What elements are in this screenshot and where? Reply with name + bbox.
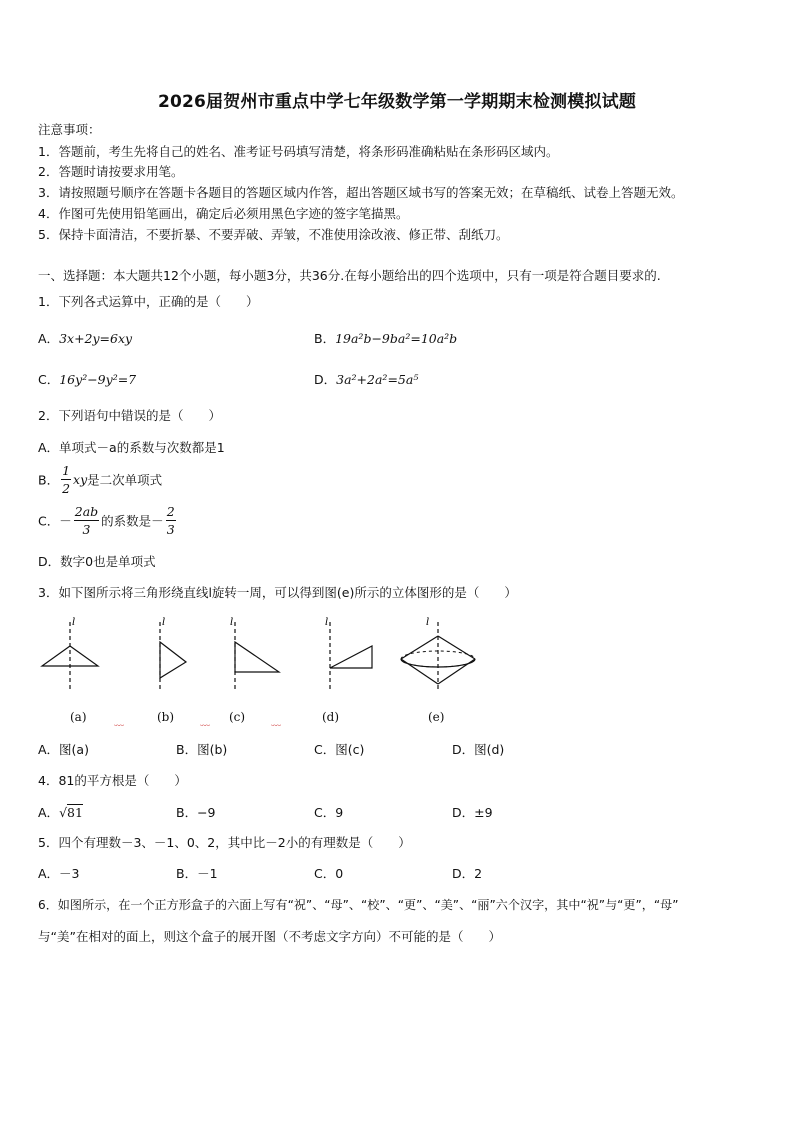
q2-option-a: A．单项式－a的系数与次数都是1	[38, 440, 225, 455]
question-5-stem: 5．四个有理数－3、－1、0、2，其中比－2小的有理数是（ ）	[38, 835, 411, 850]
fraction-denominator: 3	[82, 522, 91, 537]
option-label: B．	[314, 331, 336, 346]
option-formula: 3a²+2a²=5a⁵	[336, 372, 419, 387]
q1-option-a	[38, 329, 132, 347]
sqrt-symbol: √	[59, 805, 68, 820]
fraction	[166, 503, 176, 538]
fraction-denominator: 2	[62, 481, 71, 496]
q3-option-a: A．图(a)	[38, 742, 89, 757]
option-formula: 16y²−9y²=7	[59, 372, 137, 387]
option-text: 的系数是－	[101, 513, 164, 529]
q1-option-b	[314, 329, 457, 347]
question-2-stem: 2．下列语句中错误的是（ ）	[38, 408, 221, 423]
q4-option-b: B．−9	[176, 805, 216, 820]
q3-option-d: D．图(d)	[452, 742, 505, 757]
question-4-stem: 4．81的平方根是（ ）	[38, 773, 187, 788]
fraction	[74, 503, 99, 538]
option-formula: 3x+2y=6xy	[59, 331, 133, 346]
option-label: B．	[38, 472, 60, 488]
option-label: C．	[38, 372, 60, 387]
q1-option-d	[314, 370, 418, 388]
axis-label: l	[325, 617, 329, 628]
option-formula: 19a²b−9ba²=10a²b	[335, 331, 458, 346]
note-item: 1．答题前，考生先将自己的姓名、准考证号码填写清楚，将条形码准确粘贴在条形码区域内。	[38, 144, 559, 159]
axis-label: l	[426, 617, 430, 628]
notes-heading: 注意事项：	[38, 122, 101, 137]
fraction-numerator: 2	[166, 504, 175, 519]
q3-option-b: B．图(b)	[176, 742, 228, 757]
option-label: A．	[38, 805, 60, 820]
fraction-numerator: 2ab	[74, 504, 99, 519]
note-item: 4．作图可先使用铅笔画出，确定后必须用黑色字迹的签字笔描黑。	[38, 206, 409, 221]
q5-option-d: D．2	[452, 866, 483, 881]
fraction-numerator: 1	[62, 463, 71, 478]
q5-option-c: C．0	[314, 866, 344, 881]
fraction-denominator: 3	[166, 522, 175, 537]
figure-label-c: (c)	[229, 710, 246, 724]
q2-option-b	[38, 462, 162, 497]
option-text: 是二次单项式	[87, 472, 163, 488]
figure-label-a: (a)	[70, 710, 87, 724]
axis-label: l	[230, 617, 234, 628]
figure-a	[40, 616, 100, 692]
figure-label-d: (d)	[322, 710, 340, 724]
q5-option-a: A．－3	[38, 866, 80, 881]
question-6-stem-line1: 6．如图所示，在一个正方形盒子的六面上写有“祝”、“母”、“校”、“更”、“美”、“丽”六个汉字，其中“祝”与“更”，“母”	[38, 898, 679, 912]
minus-sign: －	[59, 513, 72, 529]
page-title: 2026届贺州市重点中学七年级数学第一学期期末检测模拟试题	[157, 92, 637, 112]
question-1-stem: 1．下列各式运算中，正确的是（ ）	[38, 294, 259, 309]
axis-label: l	[72, 617, 76, 628]
figure-c	[225, 616, 285, 692]
radicand: 81	[67, 805, 83, 820]
wavy-mark: ﹏	[114, 717, 124, 728]
figure-label-b: (b)	[157, 710, 175, 724]
figure-label-e: (e)	[428, 710, 445, 724]
q4-option-c: C．9	[314, 805, 344, 820]
question-6-stem-line2: 与“美”在相对的面上，则这个盒子的展开图（不考虑文字方向）不可能的是（ ）	[38, 929, 501, 944]
q2-option-c	[38, 503, 178, 538]
wavy-mark: ﹏	[200, 717, 210, 728]
wavy-mark: ﹏	[271, 717, 281, 728]
option-label: D．	[314, 372, 337, 387]
q4-option-a	[38, 803, 83, 821]
option-label: C．	[38, 513, 60, 529]
axis-label: l	[162, 617, 166, 628]
fraction	[61, 462, 71, 497]
q4-option-d: D．±9	[452, 805, 493, 820]
figure-b	[150, 616, 195, 692]
q5-option-b: B．－1	[176, 866, 218, 881]
note-item: 5．保持卡面清洁，不要折暴、不要弄破、弄皱，不准使用涂改液、修正带、刮纸刀。	[38, 227, 509, 242]
option-label: A．	[38, 331, 60, 346]
variable: xy	[73, 472, 88, 487]
note-item: 2．答题时请按要求用笔。	[38, 164, 184, 179]
q3-option-c: C．图(c)	[314, 742, 365, 757]
q2-option-d: D．数字0也是单项式	[38, 554, 156, 569]
section-heading: 一、选择题：本大题共12个小题，每小题3分，共36分.在每小题给出的四个选项中，只有一项是符合题目要求的.	[38, 268, 661, 283]
figure-d	[320, 616, 380, 692]
question-3-stem: 3．如下图所示将三角形绕直线l旋转一周，可以得到图(e)所示的立体图形的是（ ）	[38, 585, 517, 600]
q1-option-c	[38, 370, 136, 388]
figure-e	[398, 616, 480, 692]
note-item: 3．请按照题号顺序在答题卡各题目的答题区域内作答，超出答题区域书写的答案无效；在草稿纸、试卷上答题无效。	[38, 185, 684, 200]
